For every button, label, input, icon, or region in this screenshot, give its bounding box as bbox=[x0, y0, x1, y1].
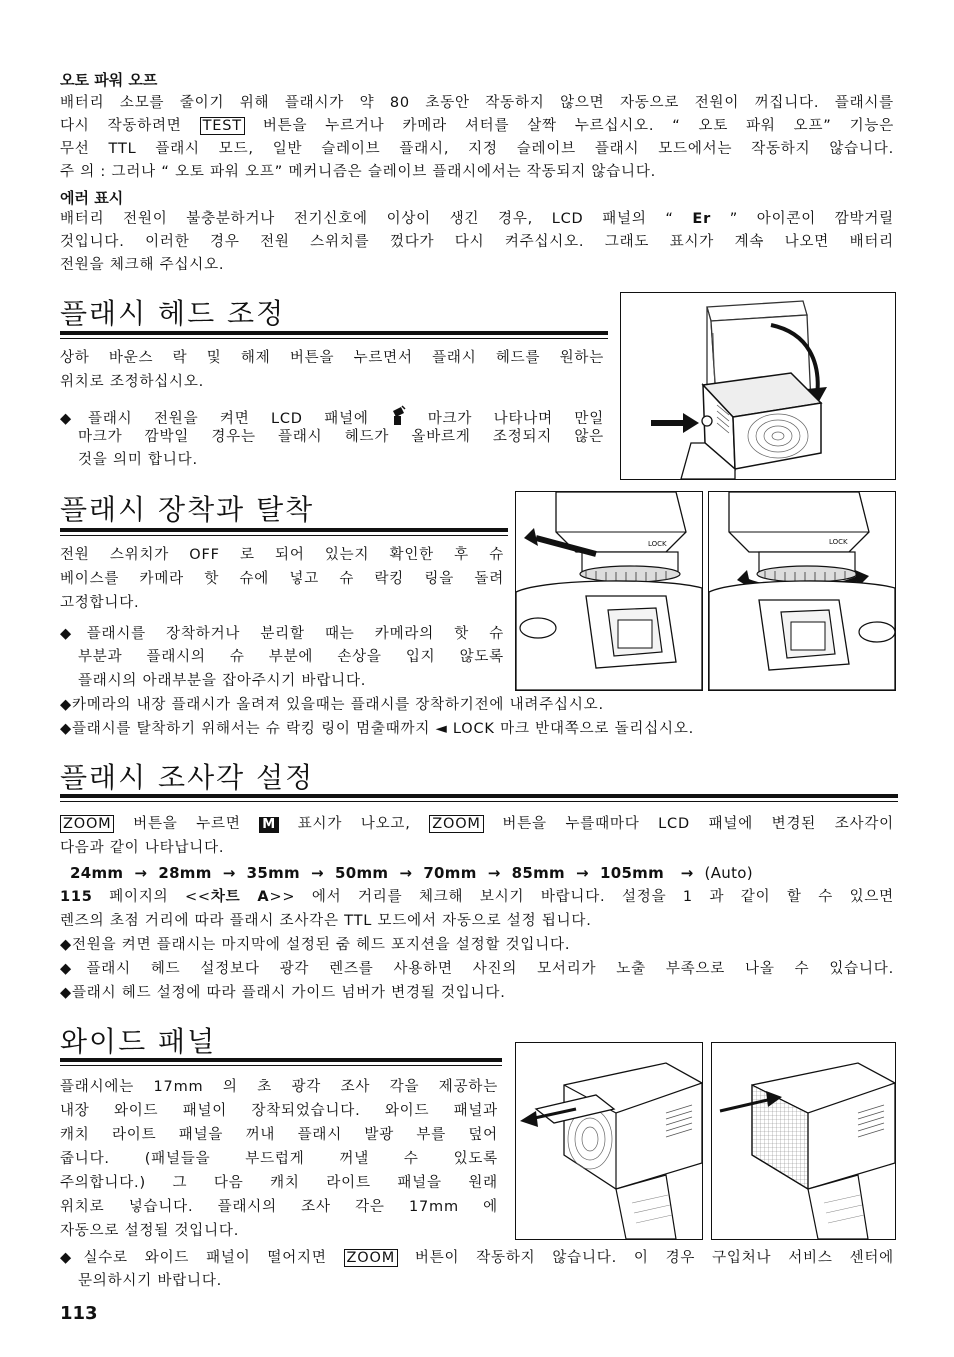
dismount-figure bbox=[708, 491, 896, 691]
head-adjust-b1-line1b: 마크가 나타나며 만일 bbox=[427, 411, 604, 427]
zoom-sequence bbox=[70, 864, 753, 882]
auto-power-off-line4: 주 의 : 그러나 “ 오토 파워 오프” 메커니즘은 슬레이브 플래시에서는 작동되지 않습니다. bbox=[60, 164, 657, 180]
manual-zoom-icon: M bbox=[259, 817, 279, 833]
zoom-line1b: 표시가 나오고, bbox=[297, 816, 411, 832]
error-display-line1a: 배터리 전원이 불충분하거나 전기신호에 이상이 생긴 경우, LCD 패널의 “ bbox=[60, 211, 674, 227]
zoom-step-105: 105mm bbox=[599, 864, 665, 882]
wide-panel-figure-2 bbox=[711, 1042, 896, 1240]
zoom-button-label-3: ZOOM bbox=[344, 1249, 398, 1267]
wide-line1: 플래시에는 17mm 의 초 광각 조사 각을 제공하는 bbox=[60, 1079, 498, 1095]
flash-head-figure bbox=[620, 292, 896, 480]
zoom-line1a: 버튼을 누르면 bbox=[133, 816, 241, 832]
mount-p1-line1: 전원 스위치가 OFF 로 되어 있는지 확인한 후 슈 bbox=[60, 547, 504, 563]
head-adjust-b1-line2: 마크가 깜박일 경우는 플래시 헤드가 올바르게 조정되지 않은 bbox=[78, 429, 604, 445]
zoom-line4: 렌즈의 초점 거리에 따라 플래시 조사각은 TTL 모드에서 자동으로 설정 됩니다. bbox=[60, 913, 592, 929]
head-adjust-b1-line3: 것을 의미 합니다. bbox=[78, 452, 198, 468]
error-display-heading: 에러 표시 bbox=[60, 189, 124, 207]
wide-panel-illustration-2 bbox=[712, 1043, 895, 1239]
zoom-rule bbox=[60, 794, 898, 798]
zoom-line1c: 버튼을 누를때마다 LCD 패널에 변경된 조사각이 bbox=[502, 816, 894, 832]
zoom-step-85: 85mm bbox=[511, 864, 565, 882]
page-number: 113 bbox=[60, 1303, 98, 1324]
error-display-line2: 것입니다. 이러한 경우 전원 스위치를 껐다가 다시 켜주십시오. 그래도 표시가 계속 나오면 배터리 bbox=[60, 234, 894, 250]
wide-b1b: 버튼이 작동하지 않습니다. 이 경우 구입처나 서비스 센터에 bbox=[414, 1250, 894, 1266]
sequence-arrow-icon: → bbox=[393, 864, 418, 882]
mount-b2: ◆카메라의 내장 플래시가 올려져 있을때는 플래시를 장착하기전에 내려주십시오. bbox=[60, 697, 604, 713]
zoom-line2: 다음과 같이 나타납니다. bbox=[60, 840, 225, 856]
auto-power-off-line2 bbox=[60, 117, 894, 135]
sequence-arrow-icon: → bbox=[570, 864, 595, 882]
wide-panel-illustration bbox=[516, 1043, 702, 1239]
wide-line3: 캐치 라이트 패널을 꺼내 플래시 발광 부를 덮어 bbox=[60, 1127, 498, 1143]
auto-power-off-line3: 무선 TTL 플래시 모드, 일반 슬레이브 플래시, 지정 슬레이브 플래시 모드에서는 작동하지 않습니다. bbox=[60, 141, 894, 157]
flash-head-icon bbox=[390, 405, 406, 427]
mount-b1-line1: ◆플래시를 장착하거나 분리할 때는 카메라의 핫 슈 bbox=[60, 626, 504, 642]
chart-a-ref: 차트 A bbox=[210, 889, 270, 905]
zoom-step-28: 28mm bbox=[158, 864, 212, 882]
zoom-button-label-2: ZOOM bbox=[429, 815, 483, 833]
wide-line4: 줍니다. (패널들을 부드럽게 꺼낼 수 있도록 bbox=[60, 1151, 498, 1167]
mount-title: 플래시 장착과 탈착 bbox=[60, 493, 315, 526]
sequence-arrow-icon: → bbox=[305, 864, 330, 882]
error-display-line3: 전원을 체크해 주십시오. bbox=[60, 257, 225, 273]
dismount-illustration bbox=[709, 492, 895, 690]
test-button-label: TEST bbox=[200, 117, 245, 135]
wide-b1 bbox=[60, 1249, 894, 1267]
mount-p1-line2: 베이스를 카메라 핫 슈에 넣고 슈 락킹 링을 돌려 bbox=[60, 571, 504, 587]
dismount-lock-label: LOCK bbox=[829, 538, 848, 546]
mount-figure bbox=[515, 491, 703, 691]
wide-panel-figure bbox=[515, 1042, 703, 1240]
mount-b3: ◆플래시를 탈착하기 위해서는 슈 락킹 링이 멈출때까지 ◄ LOCK 마크 반대쪽으로 돌리십시오. bbox=[60, 721, 695, 737]
wide-b1-line2: 문의하시기 바랍니다. bbox=[78, 1273, 223, 1289]
error-display-line1b: ” 아이콘이 깜박거릴 bbox=[729, 211, 894, 227]
wide-title: 와이드 패널 bbox=[60, 1025, 217, 1058]
auto-power-off-line2b: 버튼을 누르거나 카메라 셔터를 살짝 누르십시오. “ 오토 파워 오프” 기능은 bbox=[262, 118, 895, 134]
zoom-b3: ◆플래시 헤드 설정에 따라 플래시 가이드 넘버가 변경될 것입니다. bbox=[60, 985, 506, 1001]
zoom-step-70: 70mm bbox=[423, 864, 477, 882]
auto-power-off-line2a: 다시 작동하려면 bbox=[60, 118, 182, 134]
mount-b1-line3: 플래시의 아래부분을 잡아주시기 바랍니다. bbox=[78, 673, 367, 689]
zoom-line3 bbox=[60, 888, 894, 906]
head-adjust-rule-thin bbox=[60, 338, 608, 339]
error-display-line1 bbox=[60, 210, 894, 228]
zoom-line3b: >> 에서 거리를 체크해 보시기 바랍니다. 설정을 1 과 같이 할 수 있으면 bbox=[269, 889, 894, 905]
zoom-step-35: 35mm bbox=[246, 864, 300, 882]
flash-head-illustration bbox=[621, 293, 895, 479]
zoom-ref-page: 115 bbox=[60, 889, 93, 905]
error-code: Er bbox=[692, 211, 712, 227]
sequence-arrow-icon: → bbox=[128, 864, 153, 882]
zoom-b2: ◆플래시 헤드 설정보다 광각 렌즈를 사용하면 사진의 모서리가 노출 부족으로 나올 수 있습니다. bbox=[60, 961, 894, 977]
mount-lock-label: LOCK bbox=[648, 540, 667, 548]
head-adjust-title: 플래시 헤드 조정 bbox=[60, 297, 286, 330]
head-adjust-rule bbox=[60, 331, 608, 335]
wide-rule-thin bbox=[60, 1065, 502, 1066]
wide-line7: 자동으로 설정될 것입니다. bbox=[60, 1223, 240, 1239]
zoom-title: 플래시 조사각 설정 bbox=[60, 761, 315, 794]
zoom-line1 bbox=[60, 815, 894, 833]
wide-line5: 주의합니다.) 그 다음 캐치 라이트 패널을 원래 bbox=[60, 1175, 498, 1191]
head-adjust-b1-line1a: ◆플래시 전원을 켜면 LCD 패널에 bbox=[60, 411, 369, 427]
wide-line6: 위치로 넣습니다. 플래시의 조사 각은 17mm 에 bbox=[60, 1199, 498, 1215]
mount-rule bbox=[60, 528, 508, 532]
zoom-rule-thin bbox=[60, 801, 898, 802]
zoom-b1: ◆전원을 켜면 플래시는 마지막에 설정된 줌 헤드 포지션을 설정할 것입니다. bbox=[60, 937, 571, 953]
sequence-arrow-icon: → bbox=[482, 864, 507, 882]
head-adjust-p1-line1: 상하 바운스 락 및 해제 버튼을 누르면서 플래시 헤드를 원하는 bbox=[60, 350, 604, 366]
zoom-step-24: 24mm bbox=[70, 864, 124, 882]
zoom-button-label: ZOOM bbox=[60, 815, 114, 833]
wide-b1a: ◆실수로 와이드 패널이 떨어지면 bbox=[60, 1250, 327, 1266]
sequence-arrow-icon: → bbox=[217, 864, 242, 882]
auto-power-off-heading: 오토 파워 오프 bbox=[60, 71, 158, 89]
head-adjust-p1-line2: 위치로 조정하십시오. bbox=[60, 374, 205, 390]
mount-b1-line2: 부분과 플래시의 슈 부분에 손상을 입지 않도록 bbox=[78, 649, 504, 665]
mount-p1-line3: 고정합니다. bbox=[60, 595, 140, 611]
sequence-arrow-icon: → bbox=[669, 864, 700, 882]
mount-illustration bbox=[516, 492, 702, 690]
wide-rule bbox=[60, 1058, 502, 1062]
head-adjust-b1-line1 bbox=[60, 405, 604, 428]
wide-line2: 내장 와이드 패널이 장착되었습니다. 와이드 패널과 bbox=[60, 1103, 498, 1119]
zoom-step-auto: (Auto) bbox=[704, 864, 753, 882]
mount-rule-thin bbox=[60, 535, 508, 536]
zoom-line3a: 페이지의 << bbox=[109, 889, 211, 905]
auto-power-off-line1: 배터리 소모를 줄이기 위해 플래시가 약 80 초동안 작동하지 않으면 자동으로 전원이 꺼집니다. 플래시를 bbox=[60, 95, 894, 111]
zoom-step-50: 50mm bbox=[334, 864, 389, 882]
